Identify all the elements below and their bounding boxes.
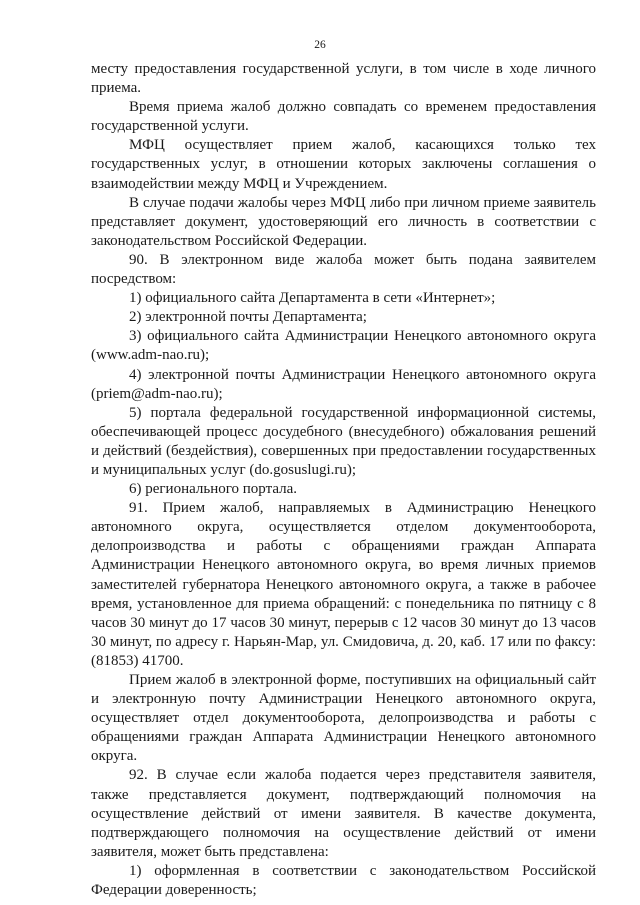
paragraph-identity-document: В случае подачи жалобы через МФЦ либо при личном приеме заявитель представляет документ, удостоверяющий его личность в соответствии с законодательством Российской Федерации. — [91, 194, 596, 249]
paragraph-electronic-reception: Прием жалоб в электронной форме, поступивших на официальный сайт и электронную почту Администрации Ненецкого автономного округа, осуществляет отдел документооборота, делопроизводства и работы с обращениями граждан Аппарата Администрации Ненецкого автономного округа. — [91, 672, 596, 765]
paragraph-item-92: 92. В случае если жалоба подается через представителя заявителя, также представляется документ, подтверждающий полномочия на осуществление действий от имени заявителя. В качестве документа, подтверждающего полномочия на осуществление действий от имени заявителя, может быть представлена: — [91, 767, 596, 860]
paragraph-reception-time: Время приема жалоб должно совпадать со временем предоставления государственной услуги. — [91, 99, 596, 135]
list-item-90-1: 1) официального сайта Департамента в сети «Интернет»; — [129, 290, 496, 307]
list-item-90-6: 6) регионального портала. — [129, 481, 298, 498]
paragraph-item-90: 90. В электронном виде жалоба может быть подана заявителем посредством: — [91, 251, 596, 288]
page-number: 26 — [314, 39, 326, 51]
list-item-92-1: 1) оформленная в соответствии с законодательством Российской Федерации доверенность; — [91, 862, 596, 899]
paragraph-item-91: 91. Прием жалоб, направляемых в Администрацию Ненецкого автономного округа, осуществляется отделом документооборота, делопроизводства и работы с обращениями граждан Аппарата Администрации Ненецкого автономного округа, во время личных приемов заместителей губернатора Ненецкого автономного округа, а также в рабочее время, установленное для приема обращений: с понедельника по пятницу с 8 часов 30 минут до 17 часов 30 минут, перерыв с 12 часов 30 минут до 13 часов 30 минут, по адресу г. Нарьян-Мар, ул. Смидовича, д. 20, каб. 17 или по факсу: (81853) 41700. — [91, 500, 596, 669]
list-item-90-2: 2) электронной почты Департамента; — [129, 309, 367, 326]
list-item-90-4: 4) электронной почты Администрации Ненецкого автономного округа (priem@adm-nao.ru); — [91, 366, 596, 402]
document-body — [91, 60, 596, 900]
paragraph-mfc-reception: МФЦ осуществляет прием жалоб, касающихся только тех государственных услуг, в отношении которых заключены соглашения о взаимодействии между МФЦ и Учреждением. — [91, 137, 596, 192]
list-item-90-5: 5) портала федеральной государственной информационной системы, обеспечивающей процесс досудебного (внесудебного) обжалования решений и действий (бездействия), совершенных при предоставлении государственных и муниципальных услуг (do.gosuslugi.ru); — [91, 404, 596, 478]
list-item-90-3: 3) официального сайта Администрации Ненецкого автономного округа (www.adm-nao.ru); — [91, 328, 596, 364]
paragraph-continuation: месту предоставления государственной услуги, в том числе в ходе личного приема. — [91, 61, 596, 97]
